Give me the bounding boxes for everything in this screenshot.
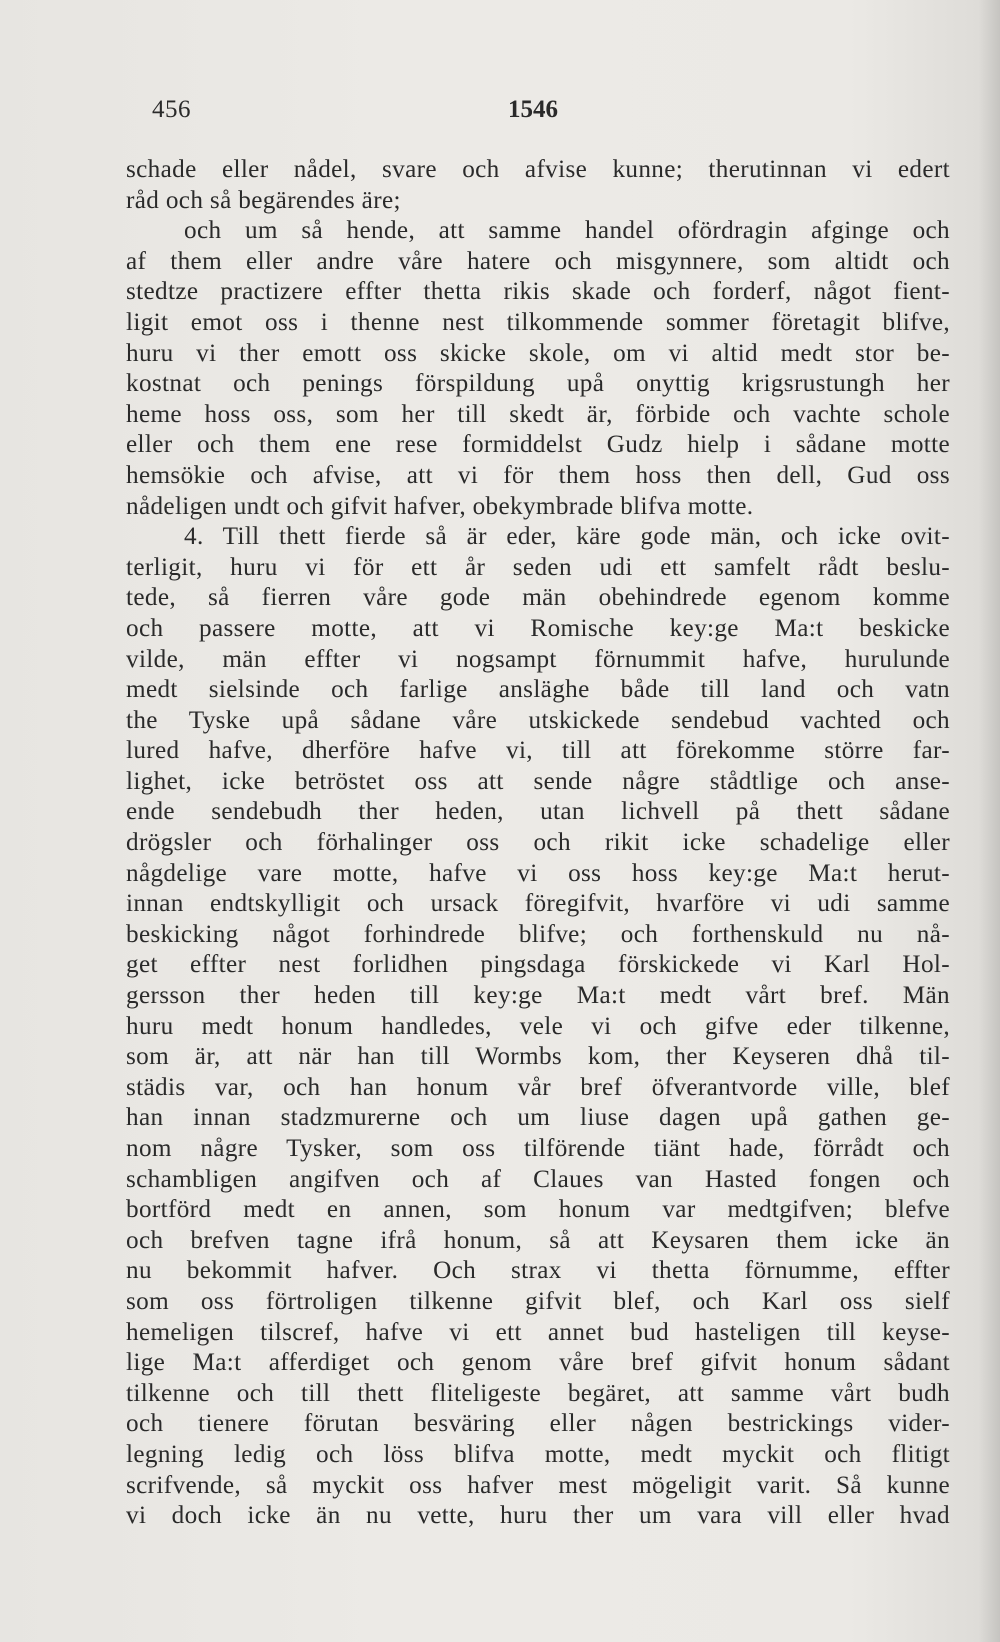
text-line: schambligen angifven och af Claues van Hasted fongen och	[126, 1165, 950, 1193]
text-line: städis var, och han honum vår bref öfverantvorde ville, blef	[126, 1073, 950, 1101]
text-line: eller och them ene rese formiddelst Gudz hielp i sådane motte	[126, 431, 950, 459]
text-line: han innan stadzmurerne och um liuse dagen upå gathen ge-	[126, 1104, 950, 1132]
text-line: hemsökie och afvise, att vi för them hoss then dell, Gud oss	[126, 461, 950, 489]
text-line: beskicking något forhindrede blifve; och forthenskuld nu nå-	[126, 920, 950, 948]
text-line: huru medt honum handledes, vele vi och gifve eder tilkenne,	[126, 1012, 950, 1040]
text-line: vilde, män effter vi nogsampt förnummit hafve, hurulunde	[126, 645, 950, 673]
text-line: och tienere förutan besväring eller någen bestrickings vider-	[126, 1410, 950, 1438]
text-line: lighet, icke betröstet oss att sende någre stådtlige och anse-	[126, 767, 950, 795]
text-line: terligit, huru vi för ett år seden udi ett samfelt rådt beslu-	[126, 553, 950, 581]
text-line: drögsler och förhalinger oss och rikit icke schadelige eller	[126, 829, 950, 857]
text-line: medt sielsinde och farlige ansläghe både till land och vatn	[126, 676, 950, 704]
text-line: nådeligen undt och gifvit hafver, obekymbrade blifva motte.	[126, 492, 754, 520]
text-line: någdelige vare motte, hafve vi oss hoss key:ge Ma:t herut-	[126, 859, 950, 887]
text-line: och passere motte, att vi Romische key:ge Ma:t beskicke	[126, 614, 950, 642]
text-line: tilkenne och till thett fliteligeste begäret, att samme vårt budh	[126, 1379, 950, 1407]
text-line: hemeligen tilscref, hafve vi ett annet bud hasteligen till keyse-	[126, 1318, 950, 1346]
text-line: lured hafve, dherföre hafve vi, till att förekomme större far-	[126, 737, 950, 765]
text-line: get effter nest forlidhen pingsdaga förskickede vi Karl Hol-	[126, 951, 950, 979]
text-line: ende sendebudh ther heden, utan lichvell på thett sådane	[126, 798, 950, 826]
text-line: tede, så fierren våre gode män obehindrede egenom komme	[126, 584, 950, 612]
page-edge-shadow	[978, 0, 1000, 1642]
text-line: heme hoss oss, som her till skedt är, förbide och vachte schole	[126, 400, 950, 428]
text-line: nom någre Tysker, som oss tilförende tiänt hade, förrådt och	[126, 1135, 950, 1162]
text-line: bortförd medt en annen, som honum var medtgifven; blefve	[126, 1196, 950, 1224]
text-line: stedtze practizere effter thetta rikis skade och forderf, något fient-	[126, 278, 950, 306]
text-line: som är, att när han till Wormbs kom, ther Keyseren dhå til-	[126, 1043, 950, 1071]
text-line: som oss förtroligen tilkenne gifvit blef, och Karl oss sielf	[126, 1287, 950, 1315]
text-line: huru vi ther emott oss skicke skole, om vi altid medt stor be-	[126, 339, 950, 367]
text-line: lige Ma:t afferdiget och genom våre bref gifvit honum sådant	[126, 1349, 950, 1377]
text-line: the Tyske upå sådane våre utskickede sendebud vachted och	[126, 706, 950, 734]
text-line: scrifvende, så myckit oss hafver mest mögeligit varit. Så kunne	[126, 1471, 950, 1499]
text-line: och brefven tagne ifrå honum, så att Keysaren them icke än	[126, 1226, 950, 1254]
text-line: innan endtskylligit och ursack föregifvit, hvarföre vi udi samme	[126, 890, 950, 918]
body-text	[126, 155, 950, 1532]
text-line: gersson ther heden till key:ge Ma:t medt vårt bref. Män	[126, 982, 950, 1010]
text-line: af them eller andre våre hatere och misgynnere, som altidt och	[126, 247, 950, 275]
text-line: 4. Till thett fierde så är eder, käre gode män, och icke ovit-	[184, 523, 950, 551]
text-line: ligit emot oss i thenne nest tilkommende sommer företagit blifve,	[126, 308, 950, 336]
page-number: 456	[152, 96, 191, 123]
text-line: råd och så begärendes äre;	[126, 186, 401, 214]
text-line: och um så hende, att samme handel ofördragin afginge och	[184, 217, 950, 245]
text-line: vi doch icke än nu vette, huru ther um vara vill eller hvad	[126, 1502, 950, 1530]
text-line: nu bekommit hafver. Och strax vi thetta förnumme, effter	[126, 1257, 950, 1285]
text-line: kostnat och penings förspildung upå onyttig krigsrustungh her	[126, 370, 950, 398]
running-head-year: 1546	[508, 96, 558, 123]
text-line: legning ledig och löss blifva motte, medt myckit och flitigt	[126, 1440, 950, 1468]
text-line: schade eller nådel, svare och afvise kunne; therutinnan vi edert	[126, 156, 950, 183]
page-header	[150, 96, 860, 136]
